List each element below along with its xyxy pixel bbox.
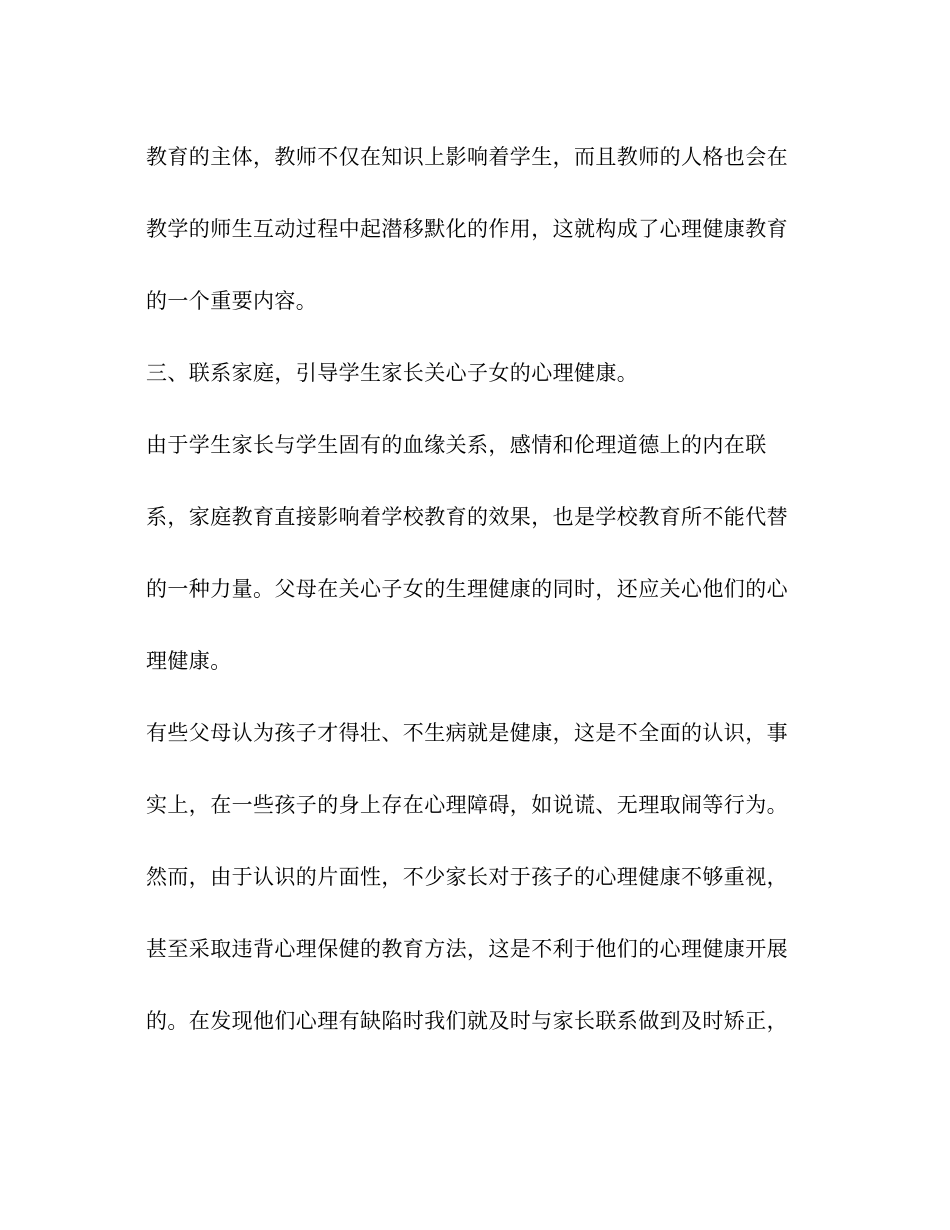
text-line: 理健康。 (146, 649, 232, 673)
text-line: 系，家庭教育直接影响着学校教育的效果，也是学校教育所不能代替 (146, 505, 788, 529)
text-line: 有些父母认为孩子才得壮、不生病就是健康，这是不全面的认识，事 (146, 721, 788, 745)
text-line: 的一种力量。父母在关心子女的生理健康的同时，还应关心他们的心 (146, 577, 788, 601)
text-line: 然而，由于认识的片面性，不少家长对于孩子的心理健康不够重视， (146, 865, 788, 889)
section-heading: 三、联系家庭，引导学生家长关心子女的心理健康。 (146, 361, 639, 385)
text-line: 教学的师生互动过程中起潜移默化的作用，这就构成了心理健康教育 (146, 217, 788, 241)
text-line: 的。在发现他们心理有缺陷时我们就及时与家长联系做到及时矫正， (146, 1009, 788, 1033)
text-line: 实上，在一些孩子的身上存在心理障碍，如说谎、无理取闹等行为。 (146, 793, 788, 817)
text-line: 的一个重要内容。 (146, 289, 318, 313)
text-line: 甚至采取违背心理保健的教育方法，这是不利于他们的心理健康开展 (146, 937, 788, 961)
text-line: 教育的主体，教师不仅在知识上影响着学生，而且教师的人格也会在 (146, 145, 788, 169)
text-line: 由于学生家长与学生固有的血缘关系，感情和伦理道德上的内在联 (146, 433, 767, 457)
